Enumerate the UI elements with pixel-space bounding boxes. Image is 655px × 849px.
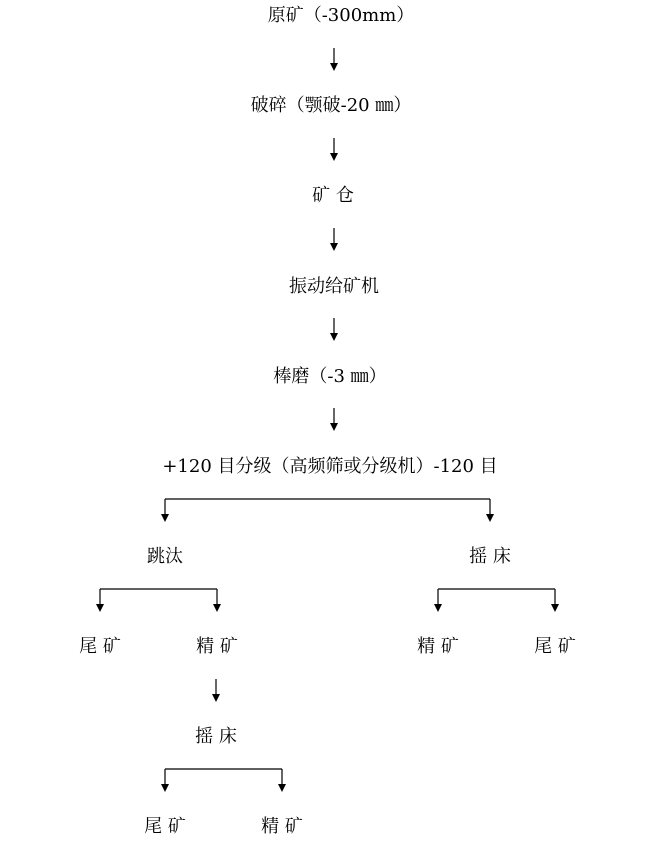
node-table-1: 摇 床 — [469, 546, 511, 567]
branch-jig-split — [96, 589, 221, 612]
node-table-1-concentrate: 精 矿 — [417, 636, 459, 657]
arrow-ore-to-crush — [330, 48, 338, 71]
node-jig-tailings: 尾 矿 — [79, 636, 121, 657]
arrow-rodmill-to-classify — [330, 408, 338, 431]
branch-classify-split — [161, 499, 494, 522]
node-table-1-tailings: 尾 矿 — [534, 636, 576, 657]
arrow-bin-to-feeder — [330, 228, 338, 251]
node-feeder: 振动给矿机 — [289, 276, 379, 297]
branch-table-1-split — [434, 589, 559, 612]
arrow-feeder-to-rodmill — [330, 318, 338, 341]
node-jig: 跳汰 — [147, 546, 183, 567]
node-jig-concentrate: 精 矿 — [196, 636, 238, 657]
node-classify: +120 目分级（高频筛或分级机）-120 目 — [162, 456, 498, 477]
branch-table-2-split — [161, 769, 286, 792]
node-table-2: 摇 床 — [195, 726, 237, 747]
node-table-2-tailings: 尾 矿 — [144, 816, 186, 837]
arrow-crush-to-bin — [330, 138, 338, 161]
node-table-2-concentrate: 精 矿 — [261, 816, 303, 837]
node-rodmill: 棒磨（-3 ㎜） — [273, 366, 387, 387]
node-bin: 矿 仓 — [312, 185, 354, 206]
arrow-jig-concentrate-to-table-2 — [212, 679, 220, 702]
node-crush: 破碎（颚破-20 ㎜） — [250, 95, 412, 116]
node-ore: 原矿（-300mm） — [267, 5, 415, 26]
